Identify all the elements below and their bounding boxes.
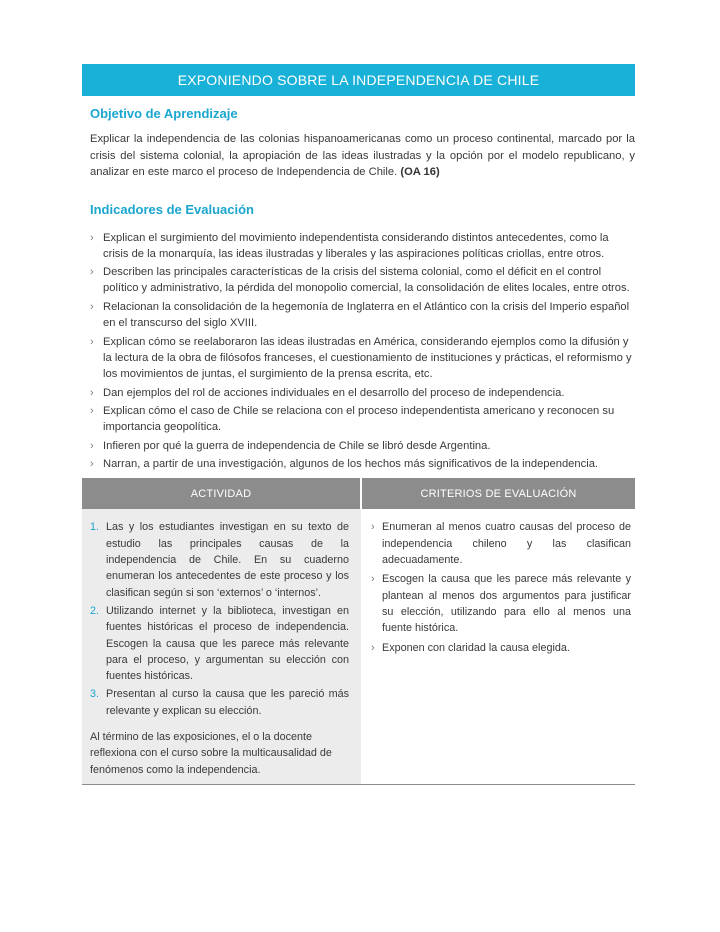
indicator-text: Explican cómo se reelaboraron las ideas ilustradas en América, considerando ejemplos como la difusión y la lectura de la obra de filósofos franceses, el cuestionamiento de instituciones y prácticas, el reformismo y los movimientos de juntas, el surgimiento de la prensa escrita, etc. [103,335,632,381]
table-bottom-rule [82,784,635,785]
indicator-text: Infieren por qué la guerra de independencia de Chile se libró desde Argentina. [103,439,491,452]
page-title: EXPONIENDO SOBRE LA INDEPENDENCIA DE CHILE [177,72,540,88]
indicator-item [90,456,635,472]
actividad-cierre: Al término de las exposiciones, el o la docente reflexiona con el curso sobre la multicausalidad de fenómenos como la independencia. [90,730,332,776]
objetivo-text [90,131,635,181]
criterio-text: Enumeran al menos cuatro causas del proceso de independencia chileno y las clasifican adecuadamente. [382,521,631,567]
chevron-right-icon: › [90,335,94,348]
criterios-cell [361,509,635,783]
activity-criteria-table [82,478,635,783]
objetivo-code: (OA 16) [400,166,440,178]
step-text: Utilizando internet y la biblioteca, investigan en fuentes históricas el proceso de independencia. Escogen la causa que les parece más relevante para el proceso, y argumentan su elección con fuentes históricas. [106,604,349,683]
step-number: 1. [90,521,100,534]
indicadores-list [82,230,635,473]
objetivo-heading: Objetivo de Aprendizaje [90,106,238,121]
indicator-item [90,385,635,401]
indicadores-heading: Indicadores de Evaluación [90,201,254,217]
chevron-right-icon: › [371,521,375,534]
indicator-item [90,438,635,454]
indicator-text: Explican el surgimiento del movimiento independentista considerando distintos antecedentes, como la crisis de la monarquía, las ideas ilustradas y liberales y las aspiraciones políticas criollas, entre otros. [103,231,609,260]
indicator-text: Dan ejemplos del rol de acciones individuales en el desarrollo del proceso de independencia. [103,386,565,399]
actividad-step [90,603,349,684]
indicator-text: Describen las principales características de la crisis del sistema colonial, como el déficit en el control político y administrativo, la pérdida del monopolio comercial, la consolidación de elites locales, entre otros. [103,266,630,295]
chevron-right-icon: › [90,386,94,399]
criterio-item [371,571,631,636]
actividad-cell [82,509,361,783]
indicator-text: Narran, a partir de una investigación, algunos de los hechos más significativos de la independencia. [103,458,599,471]
chevron-right-icon: › [90,231,94,244]
indicator-text: Explican cómo el caso de Chile se relaciona con el proceso independentista americano y reconocen su importancia geopolítica. [103,405,615,434]
criterio-item [371,519,631,568]
page [82,64,635,785]
indicator-item [90,334,635,383]
actividad-step [90,686,349,719]
step-number: 2. [90,604,100,617]
criterio-text: Exponen con claridad la causa elegida. [382,641,570,654]
indicator-item [90,230,635,262]
indicator-item [90,403,635,435]
actividad-steps [90,519,349,719]
chevron-right-icon: › [90,405,94,418]
column-header-actividad: ACTIVIDAD [82,478,361,509]
chevron-right-icon: › [90,458,94,471]
step-text: Las y los estudiantes investigan en su texto de estudio las principales causas de la independencia de Chile. En su cuaderno enumeran los antecedentes de este proceso y los clasifican según si son ‘externos’ o ‘internos’. [106,521,349,599]
indicator-text: Relacionan la consolidación de la hegemonía de Inglaterra en el Atlántico con la crisis del Imperio español en el transcurso del siglo XVIII. [103,300,630,330]
objetivo-body: Explicar la independencia de las colonias hispanoamericanas como un proceso continental, marcado por la crisis del sistema colonial, la apropiación de las ideas ilustradas y la opción por el modelo republicano, y analizar en este marco el proceso de Independencia de Chile. [90,133,635,178]
indicator-item [90,299,635,331]
chevron-right-icon: › [90,300,94,313]
chevron-right-icon: › [371,573,375,586]
title-banner [82,64,635,96]
indicator-item [90,264,635,296]
column-header-criterios: CRITERIOS DE EVALUACIÓN [361,478,635,509]
criterios-list [371,519,631,655]
chevron-right-icon: › [90,439,94,452]
chevron-right-icon: › [371,641,375,654]
actividad-step [90,519,349,600]
criterio-text: Escogen la causa que les parece más relevante y plantean al menos dos argumentos para justificar su elección, utilizando para ello al menos una fuente histórica. [382,573,631,635]
step-text: Presentan al curso la causa que les pareció más relevante y explican su elección. [106,688,349,717]
chevron-right-icon: › [90,266,94,279]
criterio-item [371,640,631,656]
step-number: 3. [90,688,100,701]
